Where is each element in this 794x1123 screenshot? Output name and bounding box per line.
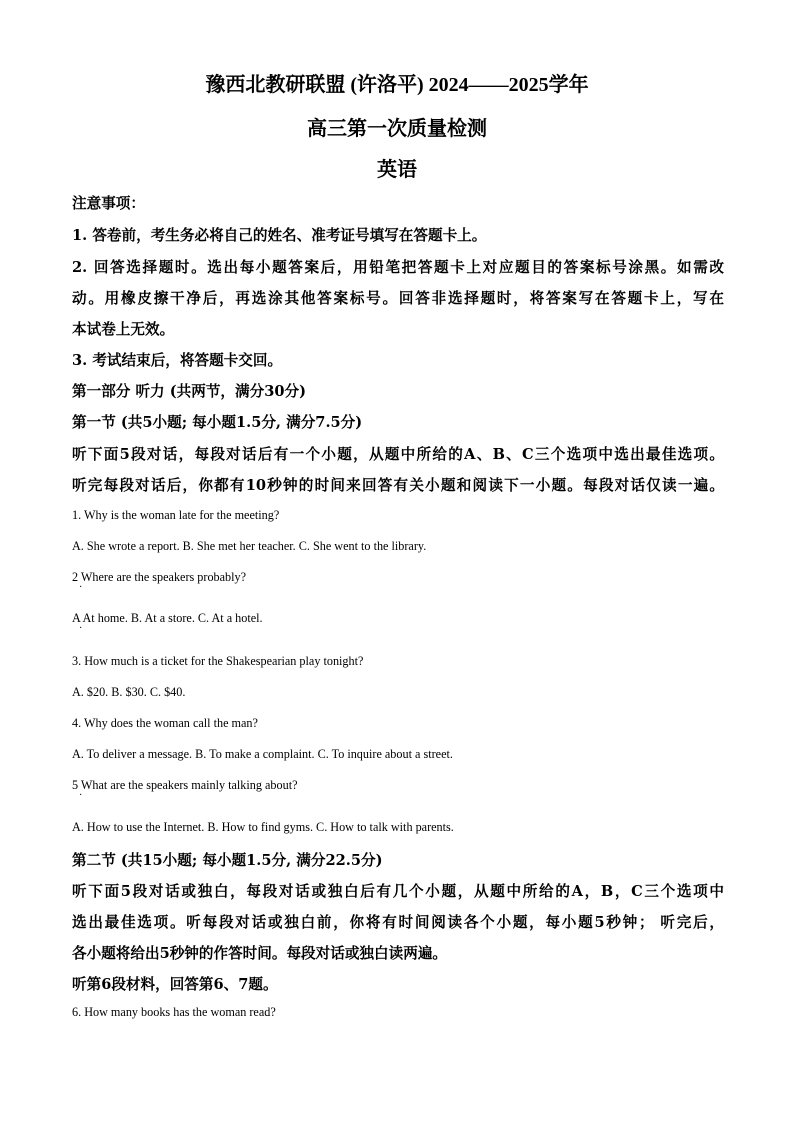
notice-heading: 注意事项： bbox=[72, 195, 145, 212]
question-4: 4. Why does the woman call the man? bbox=[72, 716, 258, 730]
question-6: 6. How many books has the woman read? bbox=[72, 1005, 276, 1019]
section2-instruction-line-2: 选出最佳选项。听每段对话或独白前，你将有时间阅读各个小题，每小题5秒钟； 听完后， bbox=[72, 914, 724, 931]
question-1-options: A. She wrote a report. B. She met her teacher. C. She went to the library. bbox=[72, 539, 427, 553]
part1-heading: 第一部分 听力 (共两节，满分30分) bbox=[72, 383, 306, 400]
question-2-options: A At home. B. At a store. C. At a hotel. bbox=[72, 611, 263, 625]
notice-item-1: 1. 答卷前，考生务必将自己的姓名、准考证号填写在答题卡上。 bbox=[72, 227, 487, 244]
section2-heading: 第二节 (共15小题; 每小题1.5分, 满分22.5分) bbox=[72, 852, 383, 869]
question-3: 3. How much is a ticket for the Shakespearian play tonight? bbox=[72, 654, 364, 668]
exam-header-subtitle: 高三第一次质量检测 bbox=[307, 118, 487, 140]
material-6-heading: 听第6段材料，回答第6、7题。 bbox=[72, 976, 278, 993]
exam-subject: 英语 bbox=[377, 159, 417, 181]
question-5: 5 What are the speakers mainly talking about? bbox=[72, 778, 298, 792]
notice-item-3: 3. 考试结束后，将答题卡交回。 bbox=[72, 352, 283, 369]
exam-header-title: 豫西北教研联盟 (许洛平) 2024——2025学年 bbox=[205, 74, 589, 96]
question-1: 1. Why is the woman late for the meeting? bbox=[72, 508, 280, 522]
section1-instruction-line-2: 听完每段对话后，你都有10秒钟的时间来回答有关小题和阅读下一小题。每段对话仅读一遍。 bbox=[72, 477, 724, 494]
section1-instruction-line-1: 听下面5段对话，每段对话后有一个小题，从题中所给的A、B、C三个选项中选出最佳选项。 bbox=[72, 446, 724, 463]
notice-item-2-line-1: 2. 回答选择题时。选出每小题答案后，用铅笔把答题卡上对应题目的答案标号涂黑。如需改 bbox=[72, 259, 724, 276]
punctuation-dot: · bbox=[79, 582, 83, 593]
notice-item-2-line-2: 动。用橡皮擦干净后，再选涂其他答案标号。回答非选择题时，将答案写在答题卡上，写在 bbox=[72, 290, 724, 307]
notice-item-2-line-3: 本试卷上无效。 bbox=[72, 321, 175, 338]
question-3-options: A. $20. B. $30. C. $40. bbox=[72, 685, 186, 699]
punctuation-dot: · bbox=[79, 790, 83, 801]
question-4-options: A. To deliver a message. B. To make a complaint. C. To inquire about a street. bbox=[72, 747, 453, 761]
section2-instruction-line-3: 各小题将给出5秒钟的作答时间。每段对话或独白读两遍。 bbox=[72, 945, 448, 962]
punctuation-dot: · bbox=[79, 623, 83, 634]
question-2: 2 Where are the speakers probably? bbox=[72, 570, 247, 584]
question-5-options: A. How to use the Internet. B. How to find gyms. C. How to talk with parents. bbox=[72, 820, 454, 834]
section2-instruction-line-1: 听下面5段对话或独白，每段对话或独白后有几个小题，从题中所给的A，B，C三个选项中 bbox=[72, 883, 724, 900]
section1-heading: 第一节 (共5小题; 每小题1.5分, 满分7.5分) bbox=[72, 414, 363, 431]
